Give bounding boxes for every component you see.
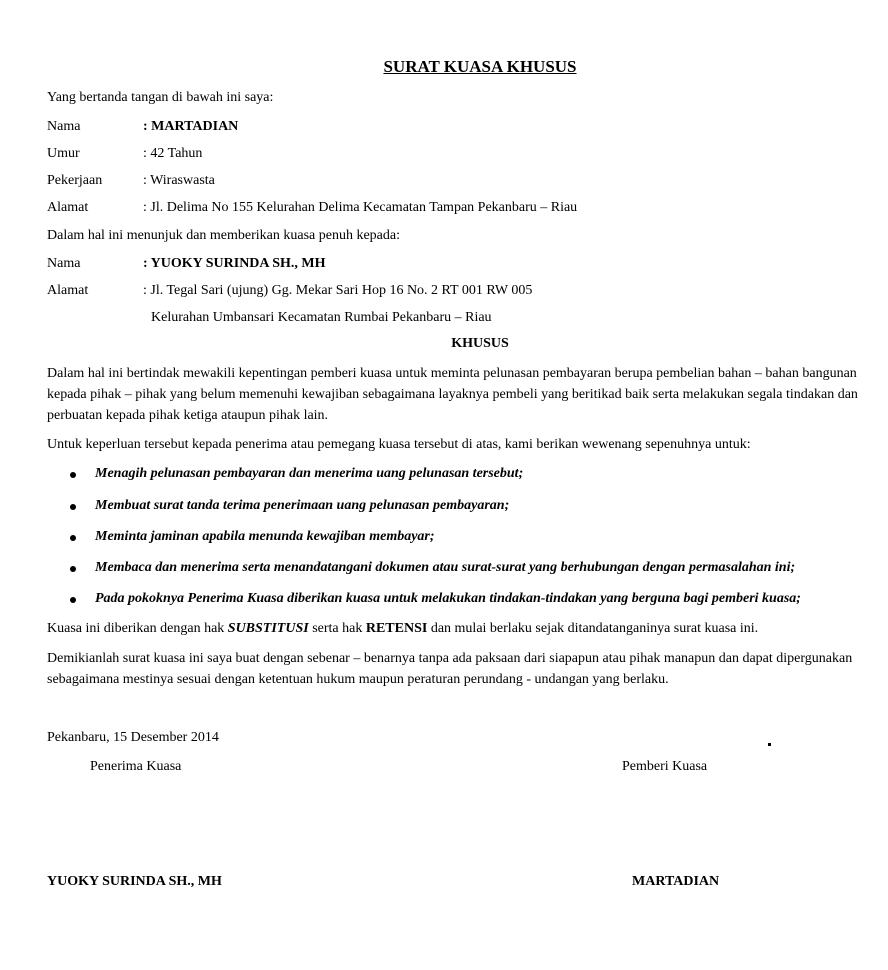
grantee-name-label: Nama xyxy=(47,256,81,271)
dot-mark xyxy=(768,743,771,746)
giver-name: MARTADIAN xyxy=(632,874,720,889)
rights-term-retensi: RETENSI xyxy=(365,621,428,636)
authority-item: Membuat surat tanda terima penerimaan uang pelunasan pembayaran; xyxy=(95,498,510,513)
grantee-name-value: : YUOKY SURINDA SH., MH xyxy=(143,256,326,271)
grantee-address-label: Alamat xyxy=(47,283,89,298)
purpose-line: perbuatan kepada pihak ketiga ataupun pihak lain. xyxy=(47,408,329,423)
rights-term-substitusi: SUBSTITUSI xyxy=(227,621,309,636)
receiver-label: Penerima Kuasa xyxy=(90,759,182,774)
grantor-job-value: : Wiraswasta xyxy=(143,173,215,188)
bullet-icon xyxy=(70,597,76,603)
rights-text: Kuasa ini diberikan dengan hak xyxy=(47,621,228,636)
authority-intro: Untuk keperluan tersebut kepada penerima atau pemegang kuasa tersebut di atas, kami berikan wewenang sepenuhnya untuk: xyxy=(47,437,751,452)
bullet-icon xyxy=(70,504,76,510)
special-heading: KHUSUS xyxy=(451,336,509,351)
receiver-name: YUOKY SURINDA SH., MH xyxy=(47,874,222,889)
rights-text: dan mulai berlaku sejak ditandatanganinya surat kuasa ini. xyxy=(427,621,759,636)
closing-line: sebagaimana mestinya sesuai dengan ketentuan hukum maupun peraturan perundang - undangan yang berlaku. xyxy=(47,672,669,687)
rights-text: serta hak xyxy=(308,621,366,636)
closing-line: Demikianlah surat kuasa ini saya buat dengan sebenar – benarnya tanpa ada paksaan dari siapapun atau pihak manapun dan dapat dipergunakan xyxy=(47,651,853,666)
authority-item: Menagih pelunasan pembayaran dan menerima uang pelunasan tersebut; xyxy=(95,466,524,481)
bullet-icon xyxy=(70,535,76,541)
purpose-line: kepada pihak – pihak yang belum memenuhi kewajiban sebagaimana layaknya pembeli yang beritikad baik serta melakukan segala tindakan dan xyxy=(47,387,858,402)
purpose-line: Dalam hal ini bertindak mewakili kepentingan pemberi kuasa untuk meminta pelunasan pembayaran berupa pembelian bahan – bahan bangunan xyxy=(47,366,857,381)
authority-item: Membaca dan menerima serta menandatangani dokumen atau surat-surat yang berhubungan dengan permasalahan ini; xyxy=(95,560,796,575)
grantee-address-line2: Kelurahan Umbansari Kecamatan Rumbai Pekanbaru – Riau xyxy=(151,310,492,325)
grantor-address-value: : Jl. Delima No 155 Kelurahan Delima Kecamatan Tampan Pekanbaru – Riau xyxy=(143,200,578,215)
intro-text: Yang bertanda tangan di bawah ini saya: xyxy=(47,90,274,105)
giver-label: Pemberi Kuasa xyxy=(622,759,708,774)
bullet-icon xyxy=(70,472,76,478)
grantee-address-line1: : Jl. Tegal Sari (ujung) Gg. Mekar Sari Hop 16 No. 2 RT 001 RW 005 xyxy=(143,283,533,298)
rights-line xyxy=(47,621,758,637)
bullet-icon xyxy=(70,566,76,572)
grantor-age-value: : 42 Tahun xyxy=(143,146,203,161)
authority-item: Pada pokoknya Penerima Kuasa diberikan kuasa untuk melakukan tindakan-tindakan yang berguna bagi pemberi kuasa; xyxy=(95,591,801,606)
place-date: Pekanbaru, 15 Desember 2014 xyxy=(47,730,219,745)
authority-item: Meminta jaminan apabila menunda kewajiban membayar; xyxy=(95,529,435,544)
grantor-address-label: Alamat xyxy=(47,200,89,215)
document-title: SURAT KUASA KHUSUS xyxy=(383,57,577,76)
grantor-name-label: Nama xyxy=(47,119,81,134)
grantor-name-value: : MARTADIAN xyxy=(143,119,239,134)
grantor-job-label: Pekerjaan xyxy=(47,173,103,188)
appoint-text: Dalam hal ini menunjuk dan memberikan kuasa penuh kepada: xyxy=(47,228,401,243)
grantor-age-label: Umur xyxy=(47,146,80,161)
